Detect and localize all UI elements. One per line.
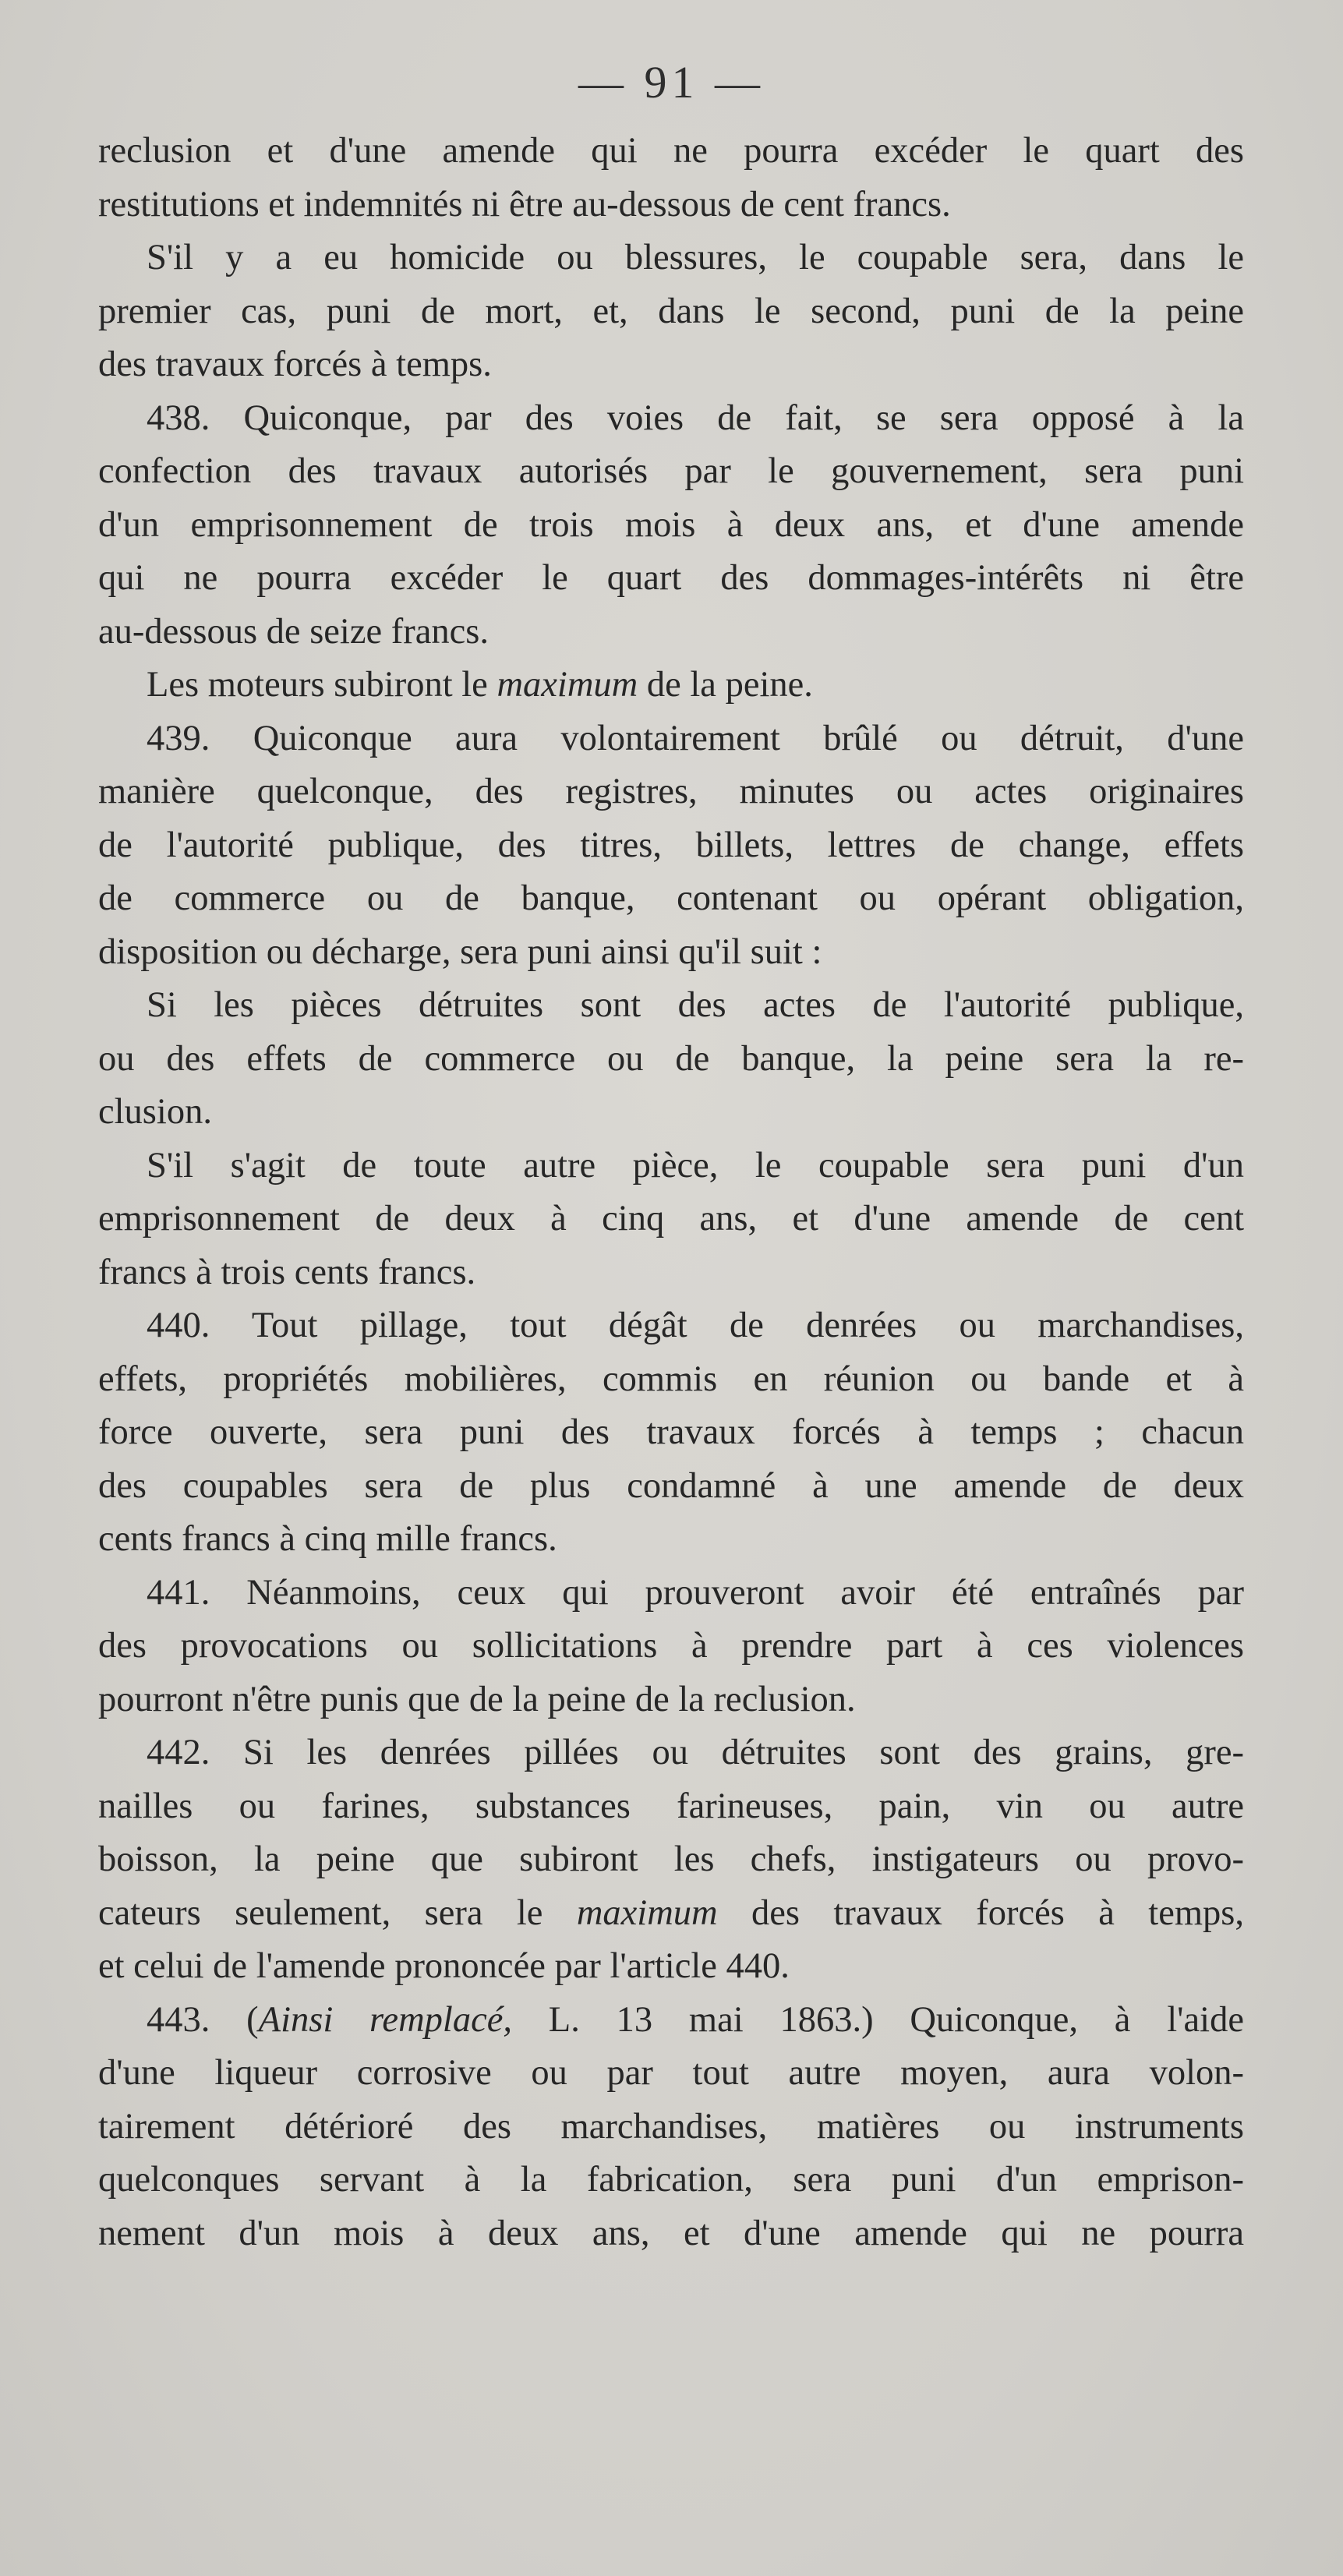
text-line: S'il y a eu homicide ou blessures, le coupable sera, dans le [147,238,1244,277]
text-line: d'une liqueur corrosive ou par tout autre moyen, aura volon- [98,2053,1244,2093]
page-number: — 91 — [578,57,765,108]
article-438-line: 438. Quiconque, par des voies de fait, se sera opposé à la [147,398,1244,438]
emphasis-text: maximum [497,665,638,705]
text-line: qui ne pourra excéder le quart des dommages-intérêts ni être [98,558,1244,598]
text-span: 443. ( [147,1999,259,2040]
text-line: restitutions et indemnités ni être au-dessous de cent francs. [98,184,951,224]
text-line: quelconques servant à la fabrication, sera puni d'un emprison- [98,2160,1244,2200]
text-line: S'il s'agit de toute autre pièce, le coupable sera puni d'un [147,1145,1244,1186]
text-line: pourront n'être punis que de la peine de la reclusion. [98,1679,856,1719]
text-line: des provocations ou sollicitations à prendre part à ces violences [98,1626,1244,1666]
text-line: force ouverte, sera puni des travaux forcés à temps ; chacun [98,1412,1244,1452]
text-line: de commerce ou de banque, contenant ou opérant obligation, [98,878,1244,918]
text-line: des coupables sera de plus condamné à une amende de deux [98,1465,1244,1506]
article-443-line [98,1994,1244,2048]
emphasis-text: Ainsi remplacé, [258,1999,512,2040]
text-line: boisson, la peine que subiront les chefs, instigateurs ou provo- [98,1839,1244,1879]
article-442-line: 442. Si les denrées pillées ou détruites sont des grains, gre- [147,1733,1244,1772]
text-line: des travaux forcés à temps. [98,345,492,384]
emphasis-text: maximum [576,1892,718,1933]
text-line: tairement détérioré des marchandises, matières ou instruments [98,2106,1244,2147]
text-line: ou des effets de commerce ou de banque, la peine sera la re- [98,1038,1244,1079]
text-line: premier cas, puni de mort, et, dans le second, puni de la peine [98,291,1244,331]
text-line: disposition ou décharge, sera puni ainsi qu'il suit : [98,931,822,972]
text-line: au-dessous de seize francs. [98,611,489,652]
text-line: effets, propriétés mobilières, commis en réunion ou bande et à [98,1359,1244,1399]
page-text [98,125,1244,2260]
text-line: Si les pièces détruites sont des actes de l'autorité publique, [147,985,1244,1025]
text-line [98,659,1244,712]
text-span: Les moteurs subiront le [147,665,497,705]
text-line: confection des travaux autorisés par le gouvernement, sera puni [98,451,1244,491]
text-line: et celui de l'amende prononcée par l'article 440. [98,1946,790,1986]
article-439-line: 439. Quiconque aura volontairement brûlé ou détruit, d'une [147,718,1244,758]
text-line: de l'autorité publique, des titres, billets, lettres de change, effets [98,825,1244,865]
text-line: emprisonnement de deux à cinq ans, et d'une amende de cent [98,1199,1244,1239]
text-line [98,1887,1244,1941]
text-line: nement d'un mois à deux ans, et d'une amende qui ne pourra [98,2213,1244,2253]
article-441-line: 441. Néanmoins, ceux qui prouveront avoir été entraînés par [147,1572,1244,1613]
article-440-line: 440. Tout pillage, tout dégât de denrées ou marchandises, [147,1306,1244,1345]
text-span: cateurs seulement, sera le [98,1892,577,1933]
text-span: L. 13 mai 1863.) Quiconque, à l'aide [511,1999,1244,2040]
text-line: reclusion et d'une amende qui ne pourra excéder le quart des [98,131,1244,171]
text-line: francs à trois cents francs. [98,1252,476,1292]
text-span: de la peine. [638,665,813,705]
text-span: des travaux forcés à temps, [717,1892,1244,1933]
text-line: manière quelconque, des registres, minutes ou actes originaires [98,772,1244,811]
text-line: nailles ou farines, substances farineuses, pain, vin ou autre [98,1786,1244,1826]
text-line: clusion. [98,1092,212,1132]
text-line: cents francs à cinq mille francs. [98,1519,557,1559]
text-line: d'un emprisonnement de trois mois à deux ans, et d'une amende [98,504,1244,545]
